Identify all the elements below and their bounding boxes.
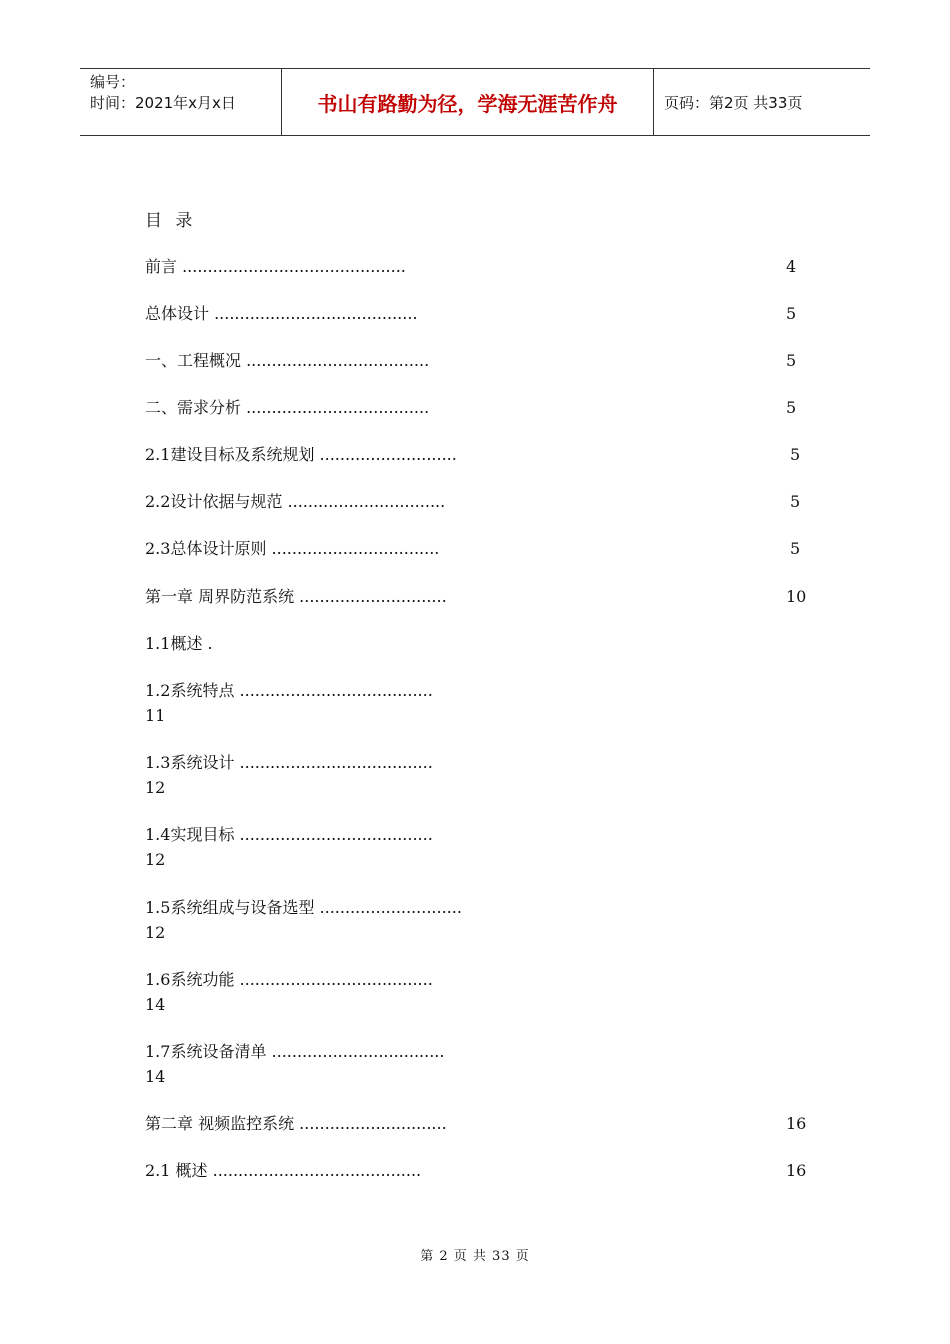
toc-page: 5 [790,492,801,511]
toc-page: 12 [145,923,166,942]
header-motto: 书山有路勤为径，学海无涯苦作舟 [282,69,654,135]
toc-page: 16 [786,1161,807,1180]
toc-entry: 1.4实现目标 ...................................... [145,825,433,844]
toc-entry: 1.3系统设计 ...................................... [145,753,433,772]
toc-entry: 2.1 概述 ......................................... [145,1161,422,1180]
toc-page: 12 [145,778,166,797]
page-header [80,68,870,136]
page-footer: 第 2 页 共 33 页 [420,1249,530,1264]
toc-page: 14 [145,1067,166,1086]
toc-page: 12 [145,850,166,869]
toc-entry: 1.7系统设备清单 .................................. [145,1042,445,1061]
header-date: 时间：2021年x月x日 [90,94,236,112]
toc-entry: 前言 ............................................ [145,257,406,276]
toc-entry: 2.3总体设计原则 ................................. [145,539,440,558]
toc-page: 5 [790,539,801,558]
toc-entry: 1.6系统功能 ...................................... [145,970,433,989]
toc-entry: 一、工程概况 .................................... [145,351,430,370]
toc-entry: 总体设计 ........................................ [145,304,418,323]
toc-entry: 第一章 周界防范系统 ............................. [145,587,447,606]
toc-entry: 第二章 视频监控系统 ............................. [145,1114,447,1133]
header-meta [80,69,282,135]
toc-page: 4 [786,257,797,276]
toc-page: 5 [786,351,797,370]
toc-page: 11 [145,706,166,725]
toc-entry: 2.2设计依据与规范 ............................... [145,492,446,511]
toc-page: 10 [786,587,807,606]
header-number: 编号： [90,73,136,91]
toc-page: 14 [145,995,166,1014]
toc-entry: 1.5系统组成与设备选型 ............................ [145,898,462,917]
header-page-info: 页码：第2页 共33页 [664,93,803,112]
toc-entry: 1.2系统特点 ...................................... [145,681,433,700]
toc-page: 5 [786,304,797,323]
toc-page: 16 [786,1114,807,1133]
toc-page: 5 [790,445,801,464]
toc-entry: 二、需求分析 .................................... [145,398,430,417]
toc-title: 目 录 [145,211,197,231]
toc-entry: 2.1建设目标及系统规划 ........................... [145,445,457,464]
toc-entry: 1.1概述 . [145,634,213,653]
toc-page: 5 [786,398,797,417]
